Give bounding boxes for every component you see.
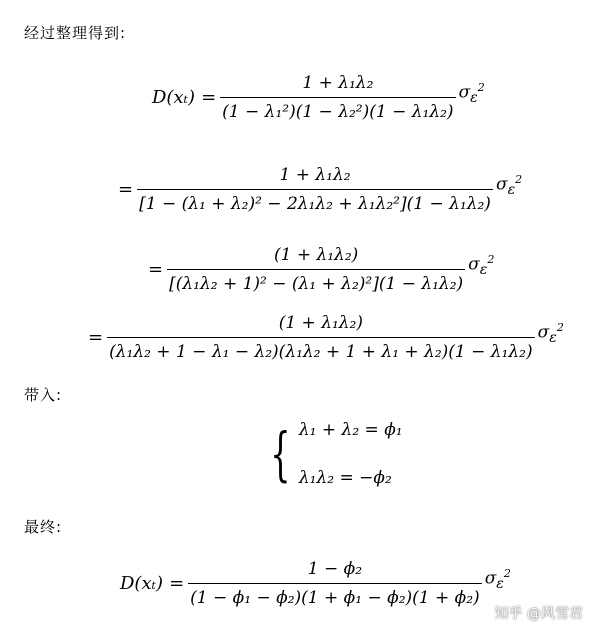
equation-2 bbox=[118, 164, 522, 215]
equation-system bbox=[262, 420, 403, 488]
watermark: 知乎 @风雪君 bbox=[494, 606, 583, 622]
intro-text: 经过整理得到: bbox=[24, 24, 127, 42]
eq3-equals: = bbox=[148, 259, 164, 280]
eq1-fraction-bar bbox=[220, 97, 455, 98]
eq4-numerator: (1 + λ₁λ₂) bbox=[278, 313, 363, 333]
eq5-sigma: $\sigma_\varepsilon^2$ bbox=[484, 566, 511, 593]
eq5-numerator: 1 − ϕ₂ bbox=[307, 559, 363, 579]
eq2-sigma: $\sigma_\varepsilon^2$ bbox=[495, 172, 523, 199]
final-text: 最终: bbox=[24, 518, 63, 536]
eq1-denominator: (1 − λ₁²)(1 − λ₂²)(1 − λ₁λ₂) bbox=[222, 102, 454, 122]
eq1-sigma: $\sigma_\varepsilon^2$ bbox=[458, 80, 485, 107]
eq2-denominator: [1 − (λ₁ + λ₂)² − 2λ₁λ₂ + λ₁λ₂²](1 − λ₁λ₂) bbox=[139, 194, 491, 214]
eq4-fraction bbox=[107, 312, 535, 363]
equation-4 bbox=[88, 312, 564, 363]
eq1-lhs: D(xₜ) bbox=[152, 87, 196, 108]
eq3-fraction-bar bbox=[167, 269, 465, 270]
eq5-fraction-bar bbox=[188, 583, 482, 584]
eq2-equals: = bbox=[118, 179, 134, 200]
eq5-lhs: D(xₜ) bbox=[120, 573, 164, 594]
eq5-fraction bbox=[188, 558, 482, 609]
eq1-equals: = bbox=[201, 87, 217, 108]
eq2-numerator: 1 + λ₁λ₂ bbox=[279, 165, 351, 185]
eq4-sigma: $\sigma_\varepsilon^2$ bbox=[537, 320, 564, 347]
eq5-denominator: (1 − ϕ₁ − ϕ₂)(1 + ϕ₁ − ϕ₂)(1 + ϕ₂) bbox=[190, 588, 480, 608]
eq1-fraction bbox=[220, 72, 455, 123]
substitute-text: 带入: bbox=[24, 386, 63, 404]
eq3-numerator: (1 + λ₁λ₂) bbox=[273, 245, 359, 265]
eq1-numerator: 1 + λ₁λ₂ bbox=[302, 73, 374, 93]
eq4-denominator: (λ₁λ₂ + 1 − λ₁ − λ₂)(λ₁λ₂ + 1 + λ₁ + λ₂)(1 − λ₁λ₂) bbox=[109, 342, 533, 362]
eq4-equals: = bbox=[88, 327, 104, 348]
system-line-2: λ₁λ₂ = −ϕ₂ bbox=[298, 468, 392, 488]
eq3-denominator: [(λ₁λ₂ + 1)² − (λ₁ + λ₂)²](1 − λ₁λ₂) bbox=[169, 274, 464, 294]
eq3-sigma: $\sigma_\varepsilon^2$ bbox=[468, 252, 495, 279]
equation-5 bbox=[120, 558, 511, 609]
eq2-fraction-bar bbox=[137, 189, 493, 190]
eq2-fraction bbox=[137, 164, 493, 215]
eq3-fraction bbox=[167, 244, 465, 295]
equation-1 bbox=[152, 72, 485, 123]
system-brace: { bbox=[270, 420, 291, 488]
eq5-equals: = bbox=[169, 573, 185, 594]
equation-3 bbox=[148, 244, 494, 295]
eq4-fraction-bar bbox=[107, 337, 535, 338]
system-line-1: λ₁ + λ₂ = ϕ₁ bbox=[298, 420, 403, 440]
